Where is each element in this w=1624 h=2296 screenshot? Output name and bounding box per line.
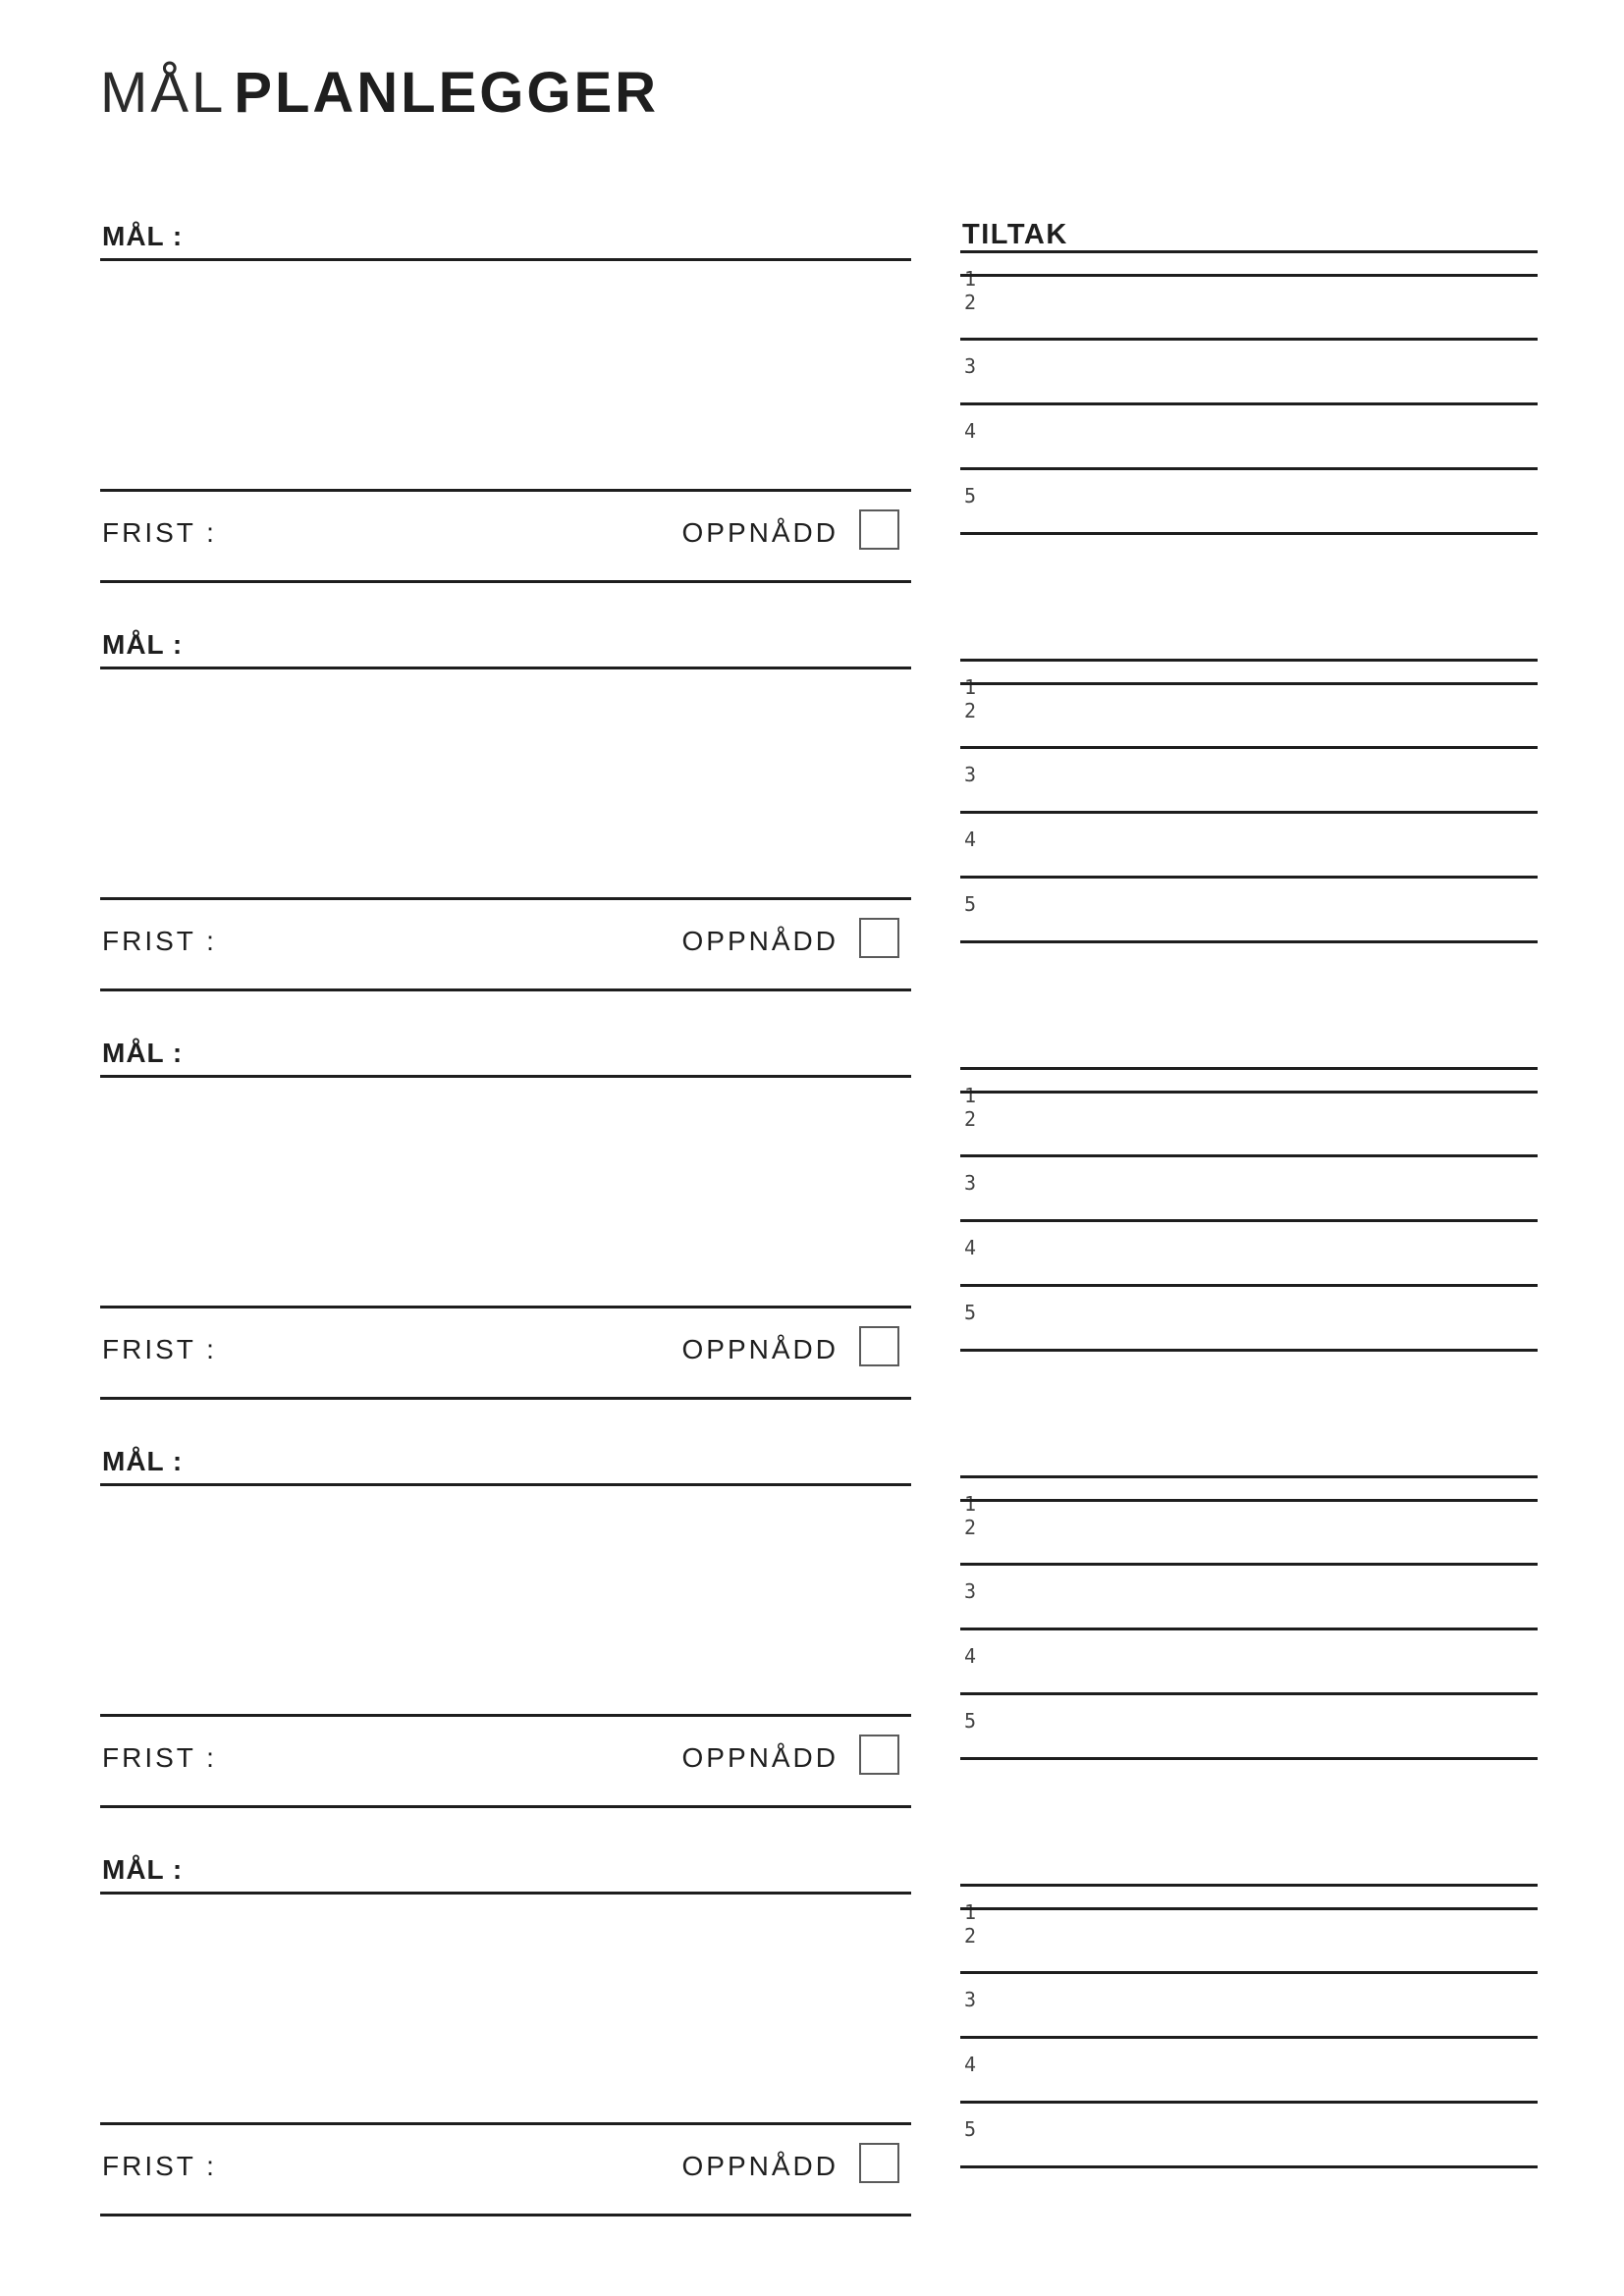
action-row[interactable] [960,470,1538,531]
deadline-label: FRIST : [102,926,217,956]
goal-label: MÅL : [102,221,184,251]
goal-label: MÅL : [102,1854,184,1885]
achieved-checkbox[interactable] [859,509,899,550]
action-number: 4 [964,1644,977,1668]
goal-footer-rule [100,1397,911,1400]
achieved-label: OPPNÅDD [681,1742,839,1773]
achieved-checkbox[interactable] [859,918,899,958]
achieved-checkbox[interactable] [859,2143,899,2183]
action-row[interactable] [960,1910,1538,1971]
action-row[interactable] [960,1094,1538,1154]
actions-block [960,1434,1538,1843]
goal-body-rule [100,1714,911,1717]
action-row-rule [960,1349,1538,1352]
achieved-checkbox[interactable] [859,1735,899,1775]
action-number: 4 [964,419,977,443]
actions-block [960,617,1538,1027]
page-title [100,61,660,125]
deadline-label: FRIST : [102,517,217,548]
goal-footer-rule [100,1805,911,1808]
action-row-rule [960,532,1538,535]
goal-block [100,1842,911,2252]
goal-body-rule [100,897,911,900]
goal-text-area[interactable] [100,1078,911,1306]
action-row[interactable] [960,341,1538,401]
action-row[interactable] [960,1287,1538,1348]
achieved-checkbox[interactable] [859,1326,899,1366]
action-row[interactable] [960,1974,1538,2035]
action-number: 2 [964,1516,977,1539]
goal-block [100,1026,911,1435]
action-number: 5 [964,2117,977,2141]
goal-block [100,209,911,618]
action-number: 1 [964,1492,977,1516]
action-row[interactable] [960,685,1538,746]
action-row[interactable] [960,1566,1538,1627]
action-number: 1 [964,675,977,699]
deadline-label: FRIST : [102,1334,217,1364]
action-row[interactable] [960,2104,1538,2164]
action-row[interactable] [960,1502,1538,1563]
action-number: 3 [964,1988,977,2011]
actions-heading: TILTAK [962,219,1068,250]
goal-text-area[interactable] [100,669,911,897]
goal-text-area[interactable] [100,1486,911,1714]
achieved-label: OPPNÅDD [681,926,839,956]
action-row[interactable] [960,749,1538,810]
action-number: 2 [964,1924,977,1948]
goal-footer-rule [100,580,911,583]
action-row-rule [960,1757,1538,1760]
page-title-bold: PLANLEGGER [234,61,660,125]
action-number: 1 [964,1900,977,1924]
action-number: 5 [964,484,977,507]
deadline-label: FRIST : [102,1742,217,1773]
action-number: 5 [964,892,977,916]
goal-footer-rule [100,2214,911,2216]
action-number: 4 [964,1236,977,1259]
goal-block [100,617,911,1027]
deadline-label: FRIST : [102,2151,217,2181]
goal-text-area[interactable] [100,1895,911,2122]
action-number: 3 [964,1171,977,1195]
action-row-rule [960,940,1538,943]
action-number: 1 [964,1084,977,1107]
action-number: 2 [964,1107,977,1131]
action-number: 1 [964,267,977,291]
action-number: 3 [964,763,977,786]
goal-label: MÅL : [102,1446,184,1476]
action-row[interactable] [960,1222,1538,1283]
actions-block [960,1026,1538,1435]
action-row[interactable] [960,1630,1538,1691]
goal-label: MÅL : [102,629,184,660]
action-row[interactable] [960,1695,1538,1756]
action-number: 3 [964,354,977,378]
page-title-light: MÅL [100,61,227,125]
action-number: 5 [964,1709,977,1733]
goal-body-rule [100,1306,911,1308]
goal-text-area[interactable] [100,261,911,489]
action-number: 4 [964,828,977,851]
action-number: 2 [964,291,977,314]
action-row[interactable] [960,1157,1538,1218]
action-row[interactable] [960,814,1538,875]
goal-body-rule [100,489,911,492]
action-number: 2 [964,699,977,722]
action-row-rule [960,2165,1538,2168]
goal-footer-rule [100,988,911,991]
goal-body-rule [100,2122,911,2125]
action-number: 3 [964,1579,977,1603]
action-row[interactable] [960,405,1538,466]
action-row[interactable] [960,277,1538,338]
goal-block [100,1434,911,1843]
goal-label: MÅL : [102,1038,184,1068]
action-number: 5 [964,1301,977,1324]
achieved-label: OPPNÅDD [681,517,839,548]
action-row[interactable] [960,879,1538,939]
achieved-label: OPPNÅDD [681,1334,839,1364]
actions-block [960,209,1538,618]
actions-block [960,1842,1538,2252]
action-number: 4 [964,2053,977,2076]
action-row[interactable] [960,2039,1538,2100]
achieved-label: OPPNÅDD [681,2151,839,2181]
